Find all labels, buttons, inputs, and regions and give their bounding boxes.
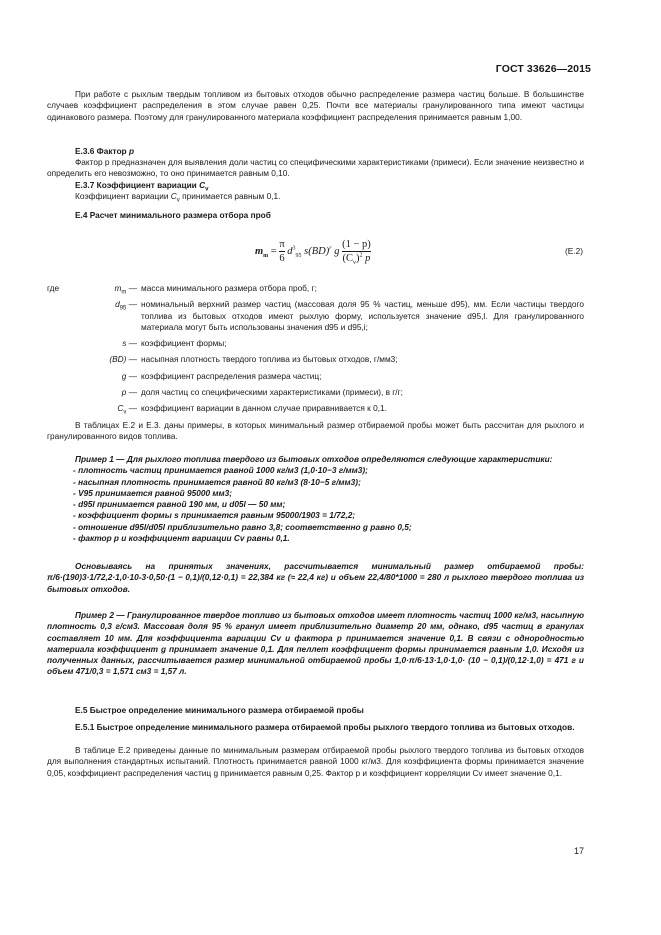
section-e51-text: В таблице Е.2 приведены данные по минимальным размерам отбираемой пробы рыхлого твердого топлива из бытовых отходов для выполнения стандартных испытаний. Плотность принимается равной 1000 кг/м3. Для коэффициента формы принимается значение 0,05, коэффициент распределения частиц g принимается равным 0,25. Фактор p и коэффициент корреляции Cv имеет значение 0,1.: [47, 745, 584, 778]
list-item: - фактор p и коэффициент вариации Cv равны 0,1.: [73, 533, 290, 544]
list-item: - коэффициент формы s принимается равным 95000/1903 = 1/72,2;: [73, 510, 356, 521]
document-header: ГОСТ 33626—2015: [495, 63, 591, 75]
section-e37-text: Коэффициент вариации $C_v$ принимается равным 0,1.: [75, 191, 281, 204]
definition-row: где $m_m$ — масса минимального размера отбора проб, г;: [47, 283, 317, 296]
definition-row: s — коэффициент формы;: [122, 338, 227, 349]
section-e37-title: Е.3.7 Коэффициент вариации $C_v$: [75, 180, 209, 193]
section-e36-title: Е.3.6 Фактор p: [75, 146, 135, 156]
formula-e2: $m_m$ = $\frac{\pi}{6}$ $d^3_{95}$ s(BD)$^r$ g $\frac{(1 - p)}{(C_v)^2 p}$: [255, 239, 371, 267]
example-1: [47, 454, 584, 544]
tables-paragraph: В таблицах Е.2 и Е.3. даны примеры, в которых минимальный размер отбираемой пробы может быть рассчитан для рыхлого и гранулированного видов топлива.: [47, 420, 584, 442]
example-1-conclusion: Основываясь на принятых значениях, рассчитывается минимальный размер отбираемой пробы: π/6·(190)3·1/72,2·1,0·10-3·0,50·(1 − 0,1)/(0,12·0,1) = 22,384 кг (≈ 22,4 кг) и объем 22,4/80*1000 = 280 л рыхлого твердого топлива из бытовых отходов.: [47, 561, 584, 594]
example-1-lead: Пример 1 — Для рыхлого топлива твердого из бытовых отходов определяются следующие характеристики:: [75, 454, 553, 464]
definition-row: g — коэффициент распределения размера частиц;: [121, 370, 322, 381]
section-e36-text: Фактор p предназначен для выявления доли частиц со специфическими характеристиками (примеси). Если значение неизвестно и определить его невозможно, то оно принимается равным 0,10.: [47, 157, 584, 179]
definition-row: $d_{95}$ — номинальный верхний размер частиц (массовая доля 95 % частиц, меньше d95), мм. Если частицы твердого топлива из бытовых отходов имеют рыхлую форму, используется значение d95,l. Для гранулированного материала могут быть использованы значения d95 и d95,i;: [115, 299, 584, 332]
list-item: - отношение d95l/d05l приблизительно равно 3,8; соответственно g равно 0,5;: [73, 521, 412, 532]
intro-paragraph: При работе с рыхлым твердым топливом из бытовых отходов обычно распределение размера частиц больше. В большинстве случаев коэффициент распределения в этом случае равен 0,25. Почти все материалы гранулированного типа имеют частицы одинакового размера. Поэтому для гранулированного материала коэффициент распределения принимается равным 1,00.: [47, 89, 584, 122]
page-number: 17: [573, 846, 584, 856]
definition-row: (BD) — насыпная плотность твердого топлива из бытовых отходов, г/мм3;: [109, 354, 398, 365]
section-e36: [47, 146, 584, 157]
example-2: Пример 2 — Гранулированное твердое топливо из бытовых отходов имеет плотность частиц 1000 кг/м3, насыпную плотность 0,3 г/см3. Массовая доля 95 % гранул имеет приблизительно диаметр 20 мм, однако, d95 частиц в гранулах составляет 10 мм. Для коэффициента вариации Cv и фактора p принимается значение 0,1. В связи с однородностью материала коэффициент g принимает значение 0,1. Для пеллет коэффициент формы принимается равным 1,0. Исходя из полученных данных, рассчитывается размер минимальной отбираемой пробы 1,0·π/6·13·1,0·1,0· (10 − 0,1)/(0,12·1,0) = 471 г и объем 471/0,3 = 1,571 см3 = 1,57 л.: [47, 610, 584, 677]
definition-row: p — доля частиц со специфическими характеристиками (примеси), в г/г;: [121, 387, 403, 398]
section-e51-title: Е.5.1 Быстрое определение минимального размера отбираемой пробы рыхлого твердого топлива из бытовых отходов.: [75, 722, 575, 732]
section-e5-title: Е.5 Быстрое определение минимального размера отбираемой пробы: [75, 705, 364, 715]
section-e4-title: Е.4 Расчет минимального размера отбора проб: [75, 210, 271, 220]
list-item: - V95 принимается равной 95000 мм3;: [73, 487, 233, 498]
definition-row: $C_v$ — коэффициент вариации в данном случае приравнивается к 0,1.: [117, 403, 387, 417]
list-item: - плотность частиц принимается равной 1000 кг/м3 (1,0·10−3 г/мм3);: [73, 465, 368, 476]
equation-number: (Е.2): [565, 246, 583, 256]
list-item: - насыпная плотность принимается равной 80 кг/м3 (8·10−5 г/мм3);: [73, 476, 361, 487]
list-item: - d95l принимается равной 190 мм, и d05l — 50 мм;: [73, 499, 286, 510]
definitions-list: [47, 283, 584, 415]
